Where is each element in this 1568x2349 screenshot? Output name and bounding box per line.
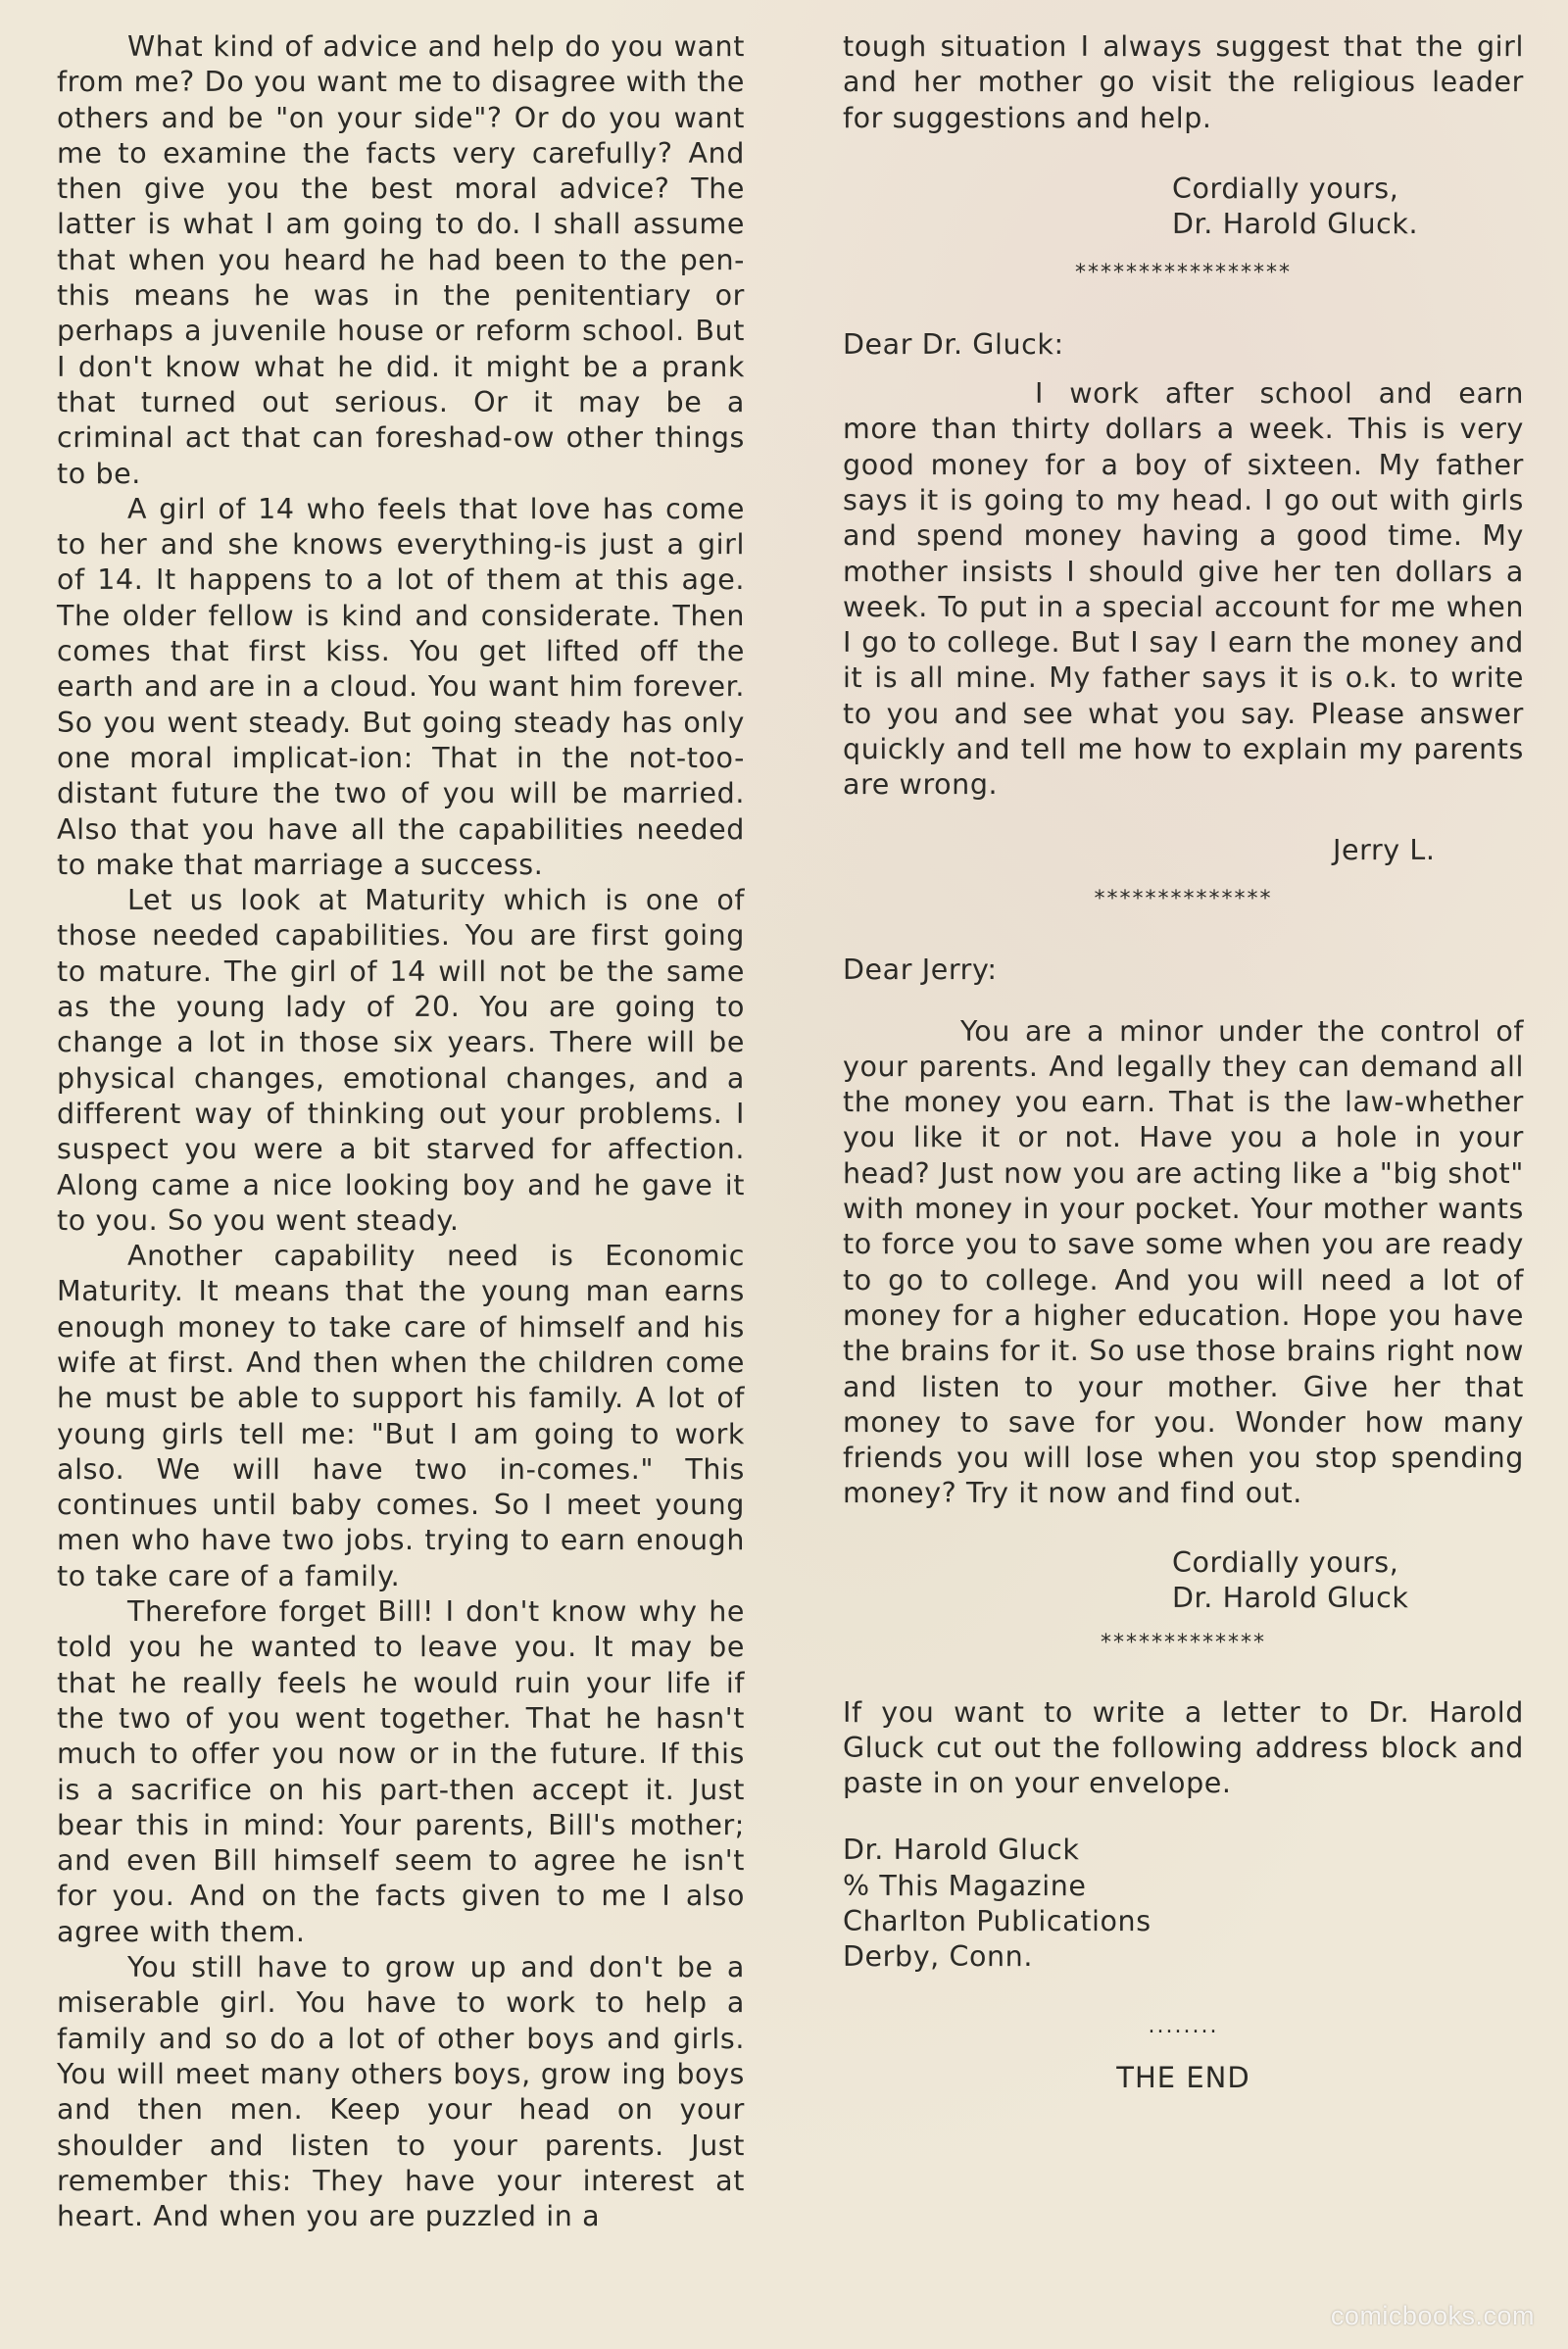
address-line: Charlton Publications xyxy=(843,1905,1152,1938)
paragraph-girl-of-14: A girl of 14 who feels that love has come to her and she knows everything-is just a girl of 14. It happens to a lot of them at this age. The older fellow is kind and considerate. Then comes that first kiss. You get lifted off the earth and are in a cloud. You want him forever. So you went steady. But going steady has only one moral implicat-ion: That in the not-too-distant future the two of you will be married. Also that you have all the capabilities needed to make that marriage a success. xyxy=(57,492,745,881)
divider-stars-1: ***************** xyxy=(1075,261,1292,286)
paragraph-maturity: Let us look at Maturity which is one of those needed capabilities. You are first going to mature. The girl of 14 will not be the same as the young lady of 20. You are going to change a lot in those six years. There will be physical changes, emotional changes, and a different way of thinking out your problems. I suspect you were a bit starved for affection. Along came a nice looking boy and he gave it to you. So you went steady. xyxy=(57,884,745,1237)
paragraph-tough-situation: tough situation I always suggest that the girl and her mother go visit the religious leader for suggestions and help. xyxy=(843,30,1524,134)
address-line: % This Magazine xyxy=(843,1869,1087,1902)
left-column xyxy=(57,29,745,2234)
watermark-logo: comicbooks.com xyxy=(1330,2301,1535,2330)
the-end-label: THE END xyxy=(1116,2060,1250,2094)
right-column xyxy=(843,29,1524,2095)
closing-cordially-2: Cordially yours, xyxy=(1172,1545,1399,1579)
closing-cordially-1: Cordially yours, xyxy=(1172,171,1399,205)
paragraph-write-instructions: If you want to write a letter to Dr. Harold Gluck cut out the following address block and paste in on your envelope. xyxy=(843,1695,1524,1800)
paragraph-advice: What kind of advice and help do you want from me? Do you want me to disagree with the others and be "on your side"? Or do you want me to examine the facts very carefully? And then give you the best moral advice? The latter is what I am going to do. I shall assume that when you heard he had been to the pen-this means he was in the penitentiary or perhaps a juvenile house or reform school. But I don't know what he did. it might be a prank that turned out serious. Or it may be a criminal act that can foreshad-ow other things to be. xyxy=(57,30,745,490)
address-line: Derby, Conn. xyxy=(843,1940,1033,1974)
address-line: Dr. Harold Gluck xyxy=(843,1834,1080,1867)
paragraph-grow-up: You still have to grow up and don't be a miserable girl. You have to work to help a family and so do a lot of other boys and girls. You will meet many others boys, grow ing boys and then men. Keep your head on your shoulder and listen to your parents. Just remember this: They have your interest at heart. And when you are puzzled in a xyxy=(57,1951,745,2233)
signature-dr-gluck-1: Dr. Harold Gluck. xyxy=(1172,208,1419,241)
paragraph-forget-bill: Therefore forget Bill! I don't know why he told you he wanted to leave you. It may be that he really feels he would ruin your life if the two of you went together. That he hasn't much to offer you now or in the future. If this is a sacrifice on his part-then accept it. Just bear this in mind: Your parents, Bill's mother; and even Bill himself seem to agree he isn't for you. And on the facts given to me I also agree with them. xyxy=(57,1595,745,1948)
signature-dr-gluck-2: Dr. Harold Gluck xyxy=(1172,1581,1409,1614)
paragraph-economic-maturity: Another capability need is Economic Maturity. It means that the young man earns enough money to take care of himself and his wife at first. And then when the children come he must be able to support his family. A lot of young girls tell me: "But I am going to work also. We will have two in-comes." This continues until baby comes. So I meet young men who have two jobs. trying to earn enough to take care of a family. xyxy=(57,1240,745,1592)
letter-jerry: I work after school and earn more than thirty dollars a week. This is very good money for a boy of sixteen. My father says it is going to my head. I go out with girls and spend money having a good time. My mother insists I should give her ten dollars a week. To put in a special account for me when I go to college. But I say I earn the money and it is all mine. My father says it is o.k. to write to you and see what you say. Please answer quickly and tell me how to explain my parents are wrong. xyxy=(843,377,1524,802)
salutation-dear-jerry: Dear Jerry: xyxy=(843,954,998,987)
divider-dots: ........ xyxy=(1148,2013,1219,2038)
divider-stars-3: ************* xyxy=(1101,1631,1266,1656)
reply-to-jerry: You are a minor under the control of your parents. And legally they can demand all the money you earn. That is the law-whether you like it or not. Have you a hole in your head? Just now you are acting like a "big shot" with money in your pocket. Your mother wants to force you to save some when you are ready to go to college. And you will need a lot of money for a higher education. Hope you have the brains for it. So use those brains right now and listen to your mother. Give her that money to save for you. Wonder how many friends you will lose when you stop spending money? Try it now and find out. xyxy=(843,1014,1524,1510)
signature-jerry-l: Jerry L. xyxy=(1333,833,1436,866)
address-block xyxy=(843,1833,1524,1975)
divider-stars-2: ************** xyxy=(1094,886,1273,911)
salutation-dear-dr-gluck: Dear Dr. Gluck: xyxy=(843,327,1064,361)
